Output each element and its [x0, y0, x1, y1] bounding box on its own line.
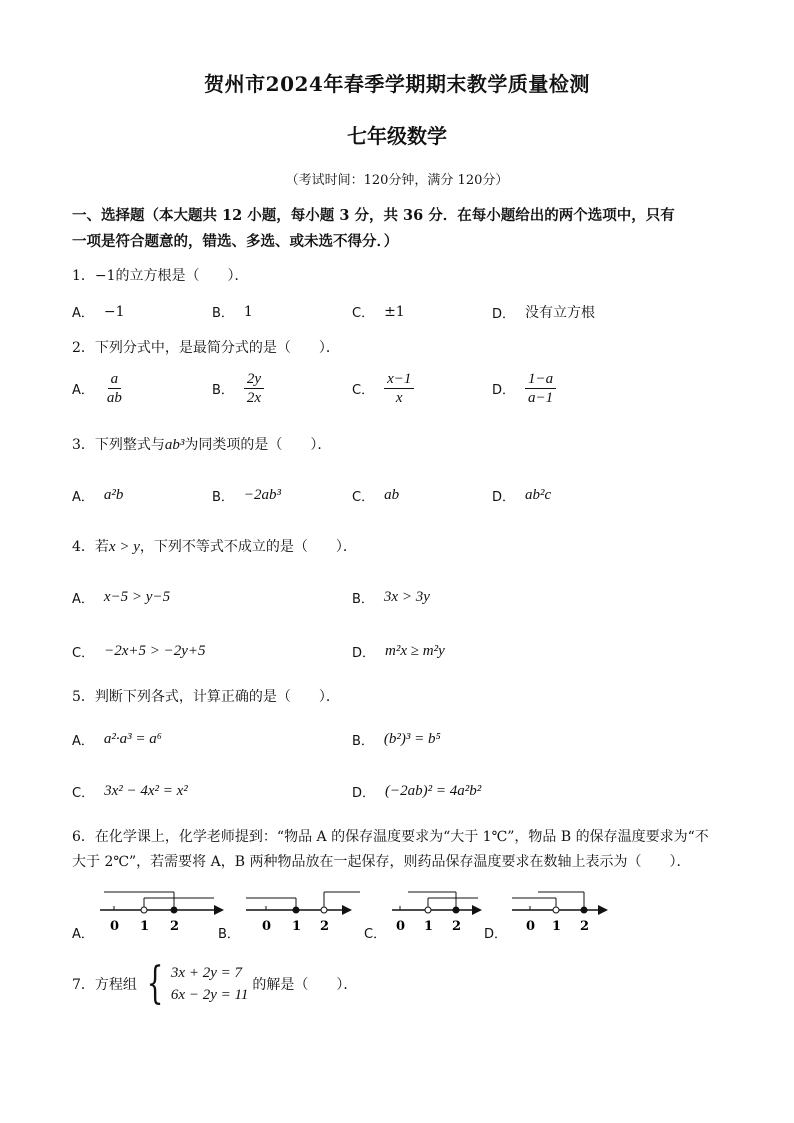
- q4-stem: 4．若x > y，下列不等式不成立的是（ ）．: [72, 539, 357, 555]
- q6-option-a-label: A．: [72, 927, 94, 942]
- q5-option-c: C． 3x² − 4x² = x²: [72, 783, 188, 801]
- q1-option-c: C． ±1: [352, 303, 405, 321]
- svg-text:0: 0: [396, 919, 406, 934]
- q4-option-b: B． 3x > 3y: [352, 589, 430, 607]
- q6-number-line-c: [388, 888, 488, 936]
- q3-option-d: D． ab²c: [492, 487, 552, 505]
- svg-text:0: 0: [526, 919, 536, 934]
- section-instructions-line1: 一、选择题（本大题共 12 小题，每小题 3 分，共 36 分．在每小题给出的两个选项中，只有: [72, 207, 675, 224]
- q7-label: 7．方程组: [72, 977, 137, 993]
- q6-option-b-label: B．: [218, 927, 240, 942]
- q2-option-c: C． $\frac{x-1}{x}$: [352, 370, 414, 407]
- q3-stem: 3．下列整式与ab³为同类项的是（ ）．: [72, 437, 332, 453]
- q5-option-a: A． a²·a³ = a⁶: [72, 731, 162, 749]
- q2-option-d: D． $\frac{1-a}{a-1}$: [492, 370, 556, 407]
- svg-text:1: 1: [292, 919, 302, 934]
- q3-option-a: A． a²b: [72, 487, 124, 505]
- q1-option-d: D． 没有立方根: [492, 305, 596, 322]
- q6-number-line-d: [508, 888, 613, 936]
- q1-option-b: B． 1: [212, 303, 253, 321]
- svg-text:0: 0: [262, 919, 272, 934]
- tick-label-0: 0: [110, 919, 120, 934]
- q2-option-a: A． $\frac{a}{ab}$: [72, 371, 122, 406]
- svg-text:2: 2: [580, 919, 590, 934]
- brace-symbol: {: [146, 958, 164, 1009]
- exam-title: 贺州市2024年春季学期期末教学质量检测: [204, 72, 590, 96]
- exam-subtitle: 七年级数学: [347, 124, 447, 148]
- q4-option-c: C． −2x+5 > −2y+5: [72, 643, 206, 661]
- q1-stem: 1．−1的立方根是（ ）．: [72, 268, 249, 284]
- q6-stem-line1: 6．在化学课上，化学老师提到：“物品 A 的保存温度要求为“大于 1℃”，物品 B 的保存温度要求为“不: [72, 829, 709, 845]
- q3-option-c: C． ab: [352, 487, 400, 505]
- q6-option-d-label: D．: [484, 927, 508, 942]
- q1-option-a: A． −1: [72, 303, 125, 321]
- svg-text:1: 1: [552, 919, 562, 934]
- svg-text:1: 1: [424, 919, 434, 934]
- q2-stem: 2．下列分式中，是最简分式的是（ ）．: [72, 340, 340, 356]
- q3-option-b: B． −2ab³: [212, 487, 282, 505]
- q6-number-line-b: [242, 888, 372, 936]
- q7-stem-post: 的解是（ ）．: [252, 977, 358, 993]
- q4-option-a: A． x−5 > y−5: [72, 589, 171, 607]
- svg-text:2: 2: [320, 919, 330, 934]
- q5-stem: 5．判断下列各式，计算正确的是（ ）．: [72, 689, 340, 705]
- q5-option-b: B． (b²)³ = b⁵: [352, 731, 441, 749]
- section-instructions-line2: 一项是符合题意的，错选、多选、或未选不得分．）: [72, 233, 399, 250]
- q5-option-d: D． (−2ab)² = 4a²b²: [352, 783, 482, 801]
- q7-stem: [72, 958, 358, 1009]
- q2-option-b: B． $\frac{2y}{2x}$: [212, 370, 264, 407]
- exam-info: （考试时间：120分钟，满分 120分）: [285, 173, 509, 188]
- q6-stem-line2: 大于 2℃”，若需要将 A，B 两种物品放在一起保存，则药品保存温度要求在数轴上表示为（ ）．: [72, 854, 691, 870]
- tick-label-2: 2: [170, 919, 180, 934]
- tick-label-1: 1: [140, 919, 150, 934]
- q6-number-line-a: [96, 888, 226, 936]
- q7-equation-2: 6x − 2y = 11: [170, 987, 249, 1003]
- q4-option-d: D． m²x ≥ m²y: [352, 643, 445, 661]
- svg-text:2: 2: [452, 919, 462, 934]
- q6-option-c-label: C．: [364, 927, 387, 942]
- q7-equation-1: 3x + 2y = 7: [170, 965, 242, 981]
